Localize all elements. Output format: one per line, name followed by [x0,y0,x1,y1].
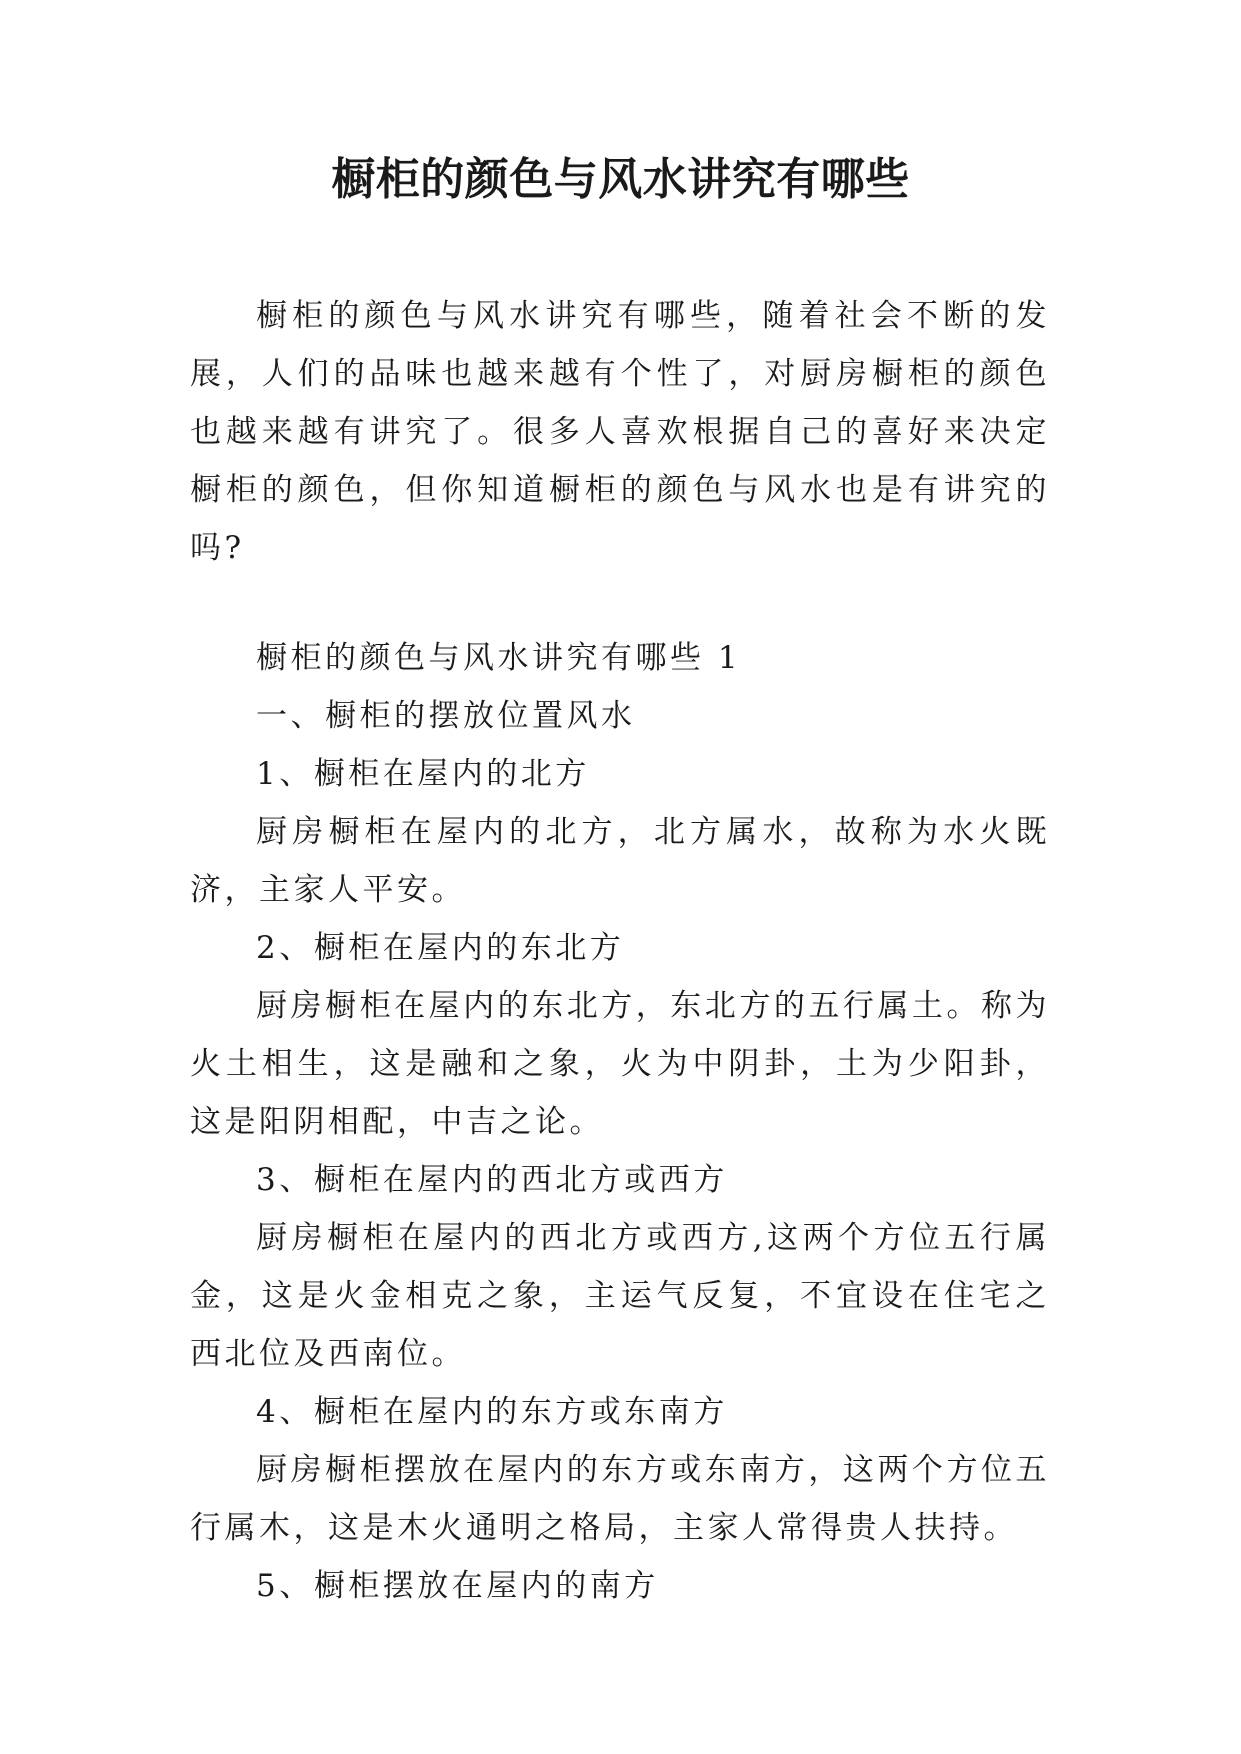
item-text-2: 厨房橱柜在屋内的东北方，东北方的五行属土。称为火土相生，这是融和之象，火为中阴卦，土为少阳卦，这是阳阴相配，中吉之论。 [190,988,1050,1140]
item-text-1: 厨房橱柜在屋内的北方，北方属水，故称为水火既济，主家人平安。 [190,814,1050,908]
document-title: 橱柜的颜色与风水讲究有哪些 [331,154,910,205]
section-heading: 橱柜的颜色与风水讲究有哪些 1 [256,640,742,676]
item-heading-4: 4、橱柜在屋内的东方或东南方 [256,1394,728,1430]
item-heading-3: 3、橱柜在屋内的西北方或西方 [256,1162,728,1198]
item-heading-5: 5、橱柜摆放在屋内的南方 [256,1568,659,1604]
item-heading-2: 2、橱柜在屋内的东北方 [256,930,625,966]
document-body [190,287,1050,1615]
item-heading-1: 1、橱柜在屋内的北方 [256,756,590,792]
paragraph-spacer [190,577,1050,629]
item-text-4: 厨房橱柜摆放在屋内的东方或东南方，这两个方位五行属木，这是木火通明之格局，主家人常得贵人扶持。 [190,1452,1050,1546]
intro-paragraph: 橱柜的颜色与风水讲究有哪些，随着社会不断的发展，人们的品味也越来越有个性了，对厨房橱柜的颜色也越来越有讲究了。很多人喜欢根据自己的喜好来决定橱柜的颜色，但你知道橱柜的颜色与风水也是有讲究的吗? [190,298,1050,566]
item-text-3: 厨房橱柜在屋内的西北方或西方,这两个方位五行属金，这是火金相克之象，主运气反复，不宜设在住宅之西北位及西南位。 [190,1220,1050,1372]
subsection-heading: 一、橱柜的摆放位置风水 [256,698,636,734]
